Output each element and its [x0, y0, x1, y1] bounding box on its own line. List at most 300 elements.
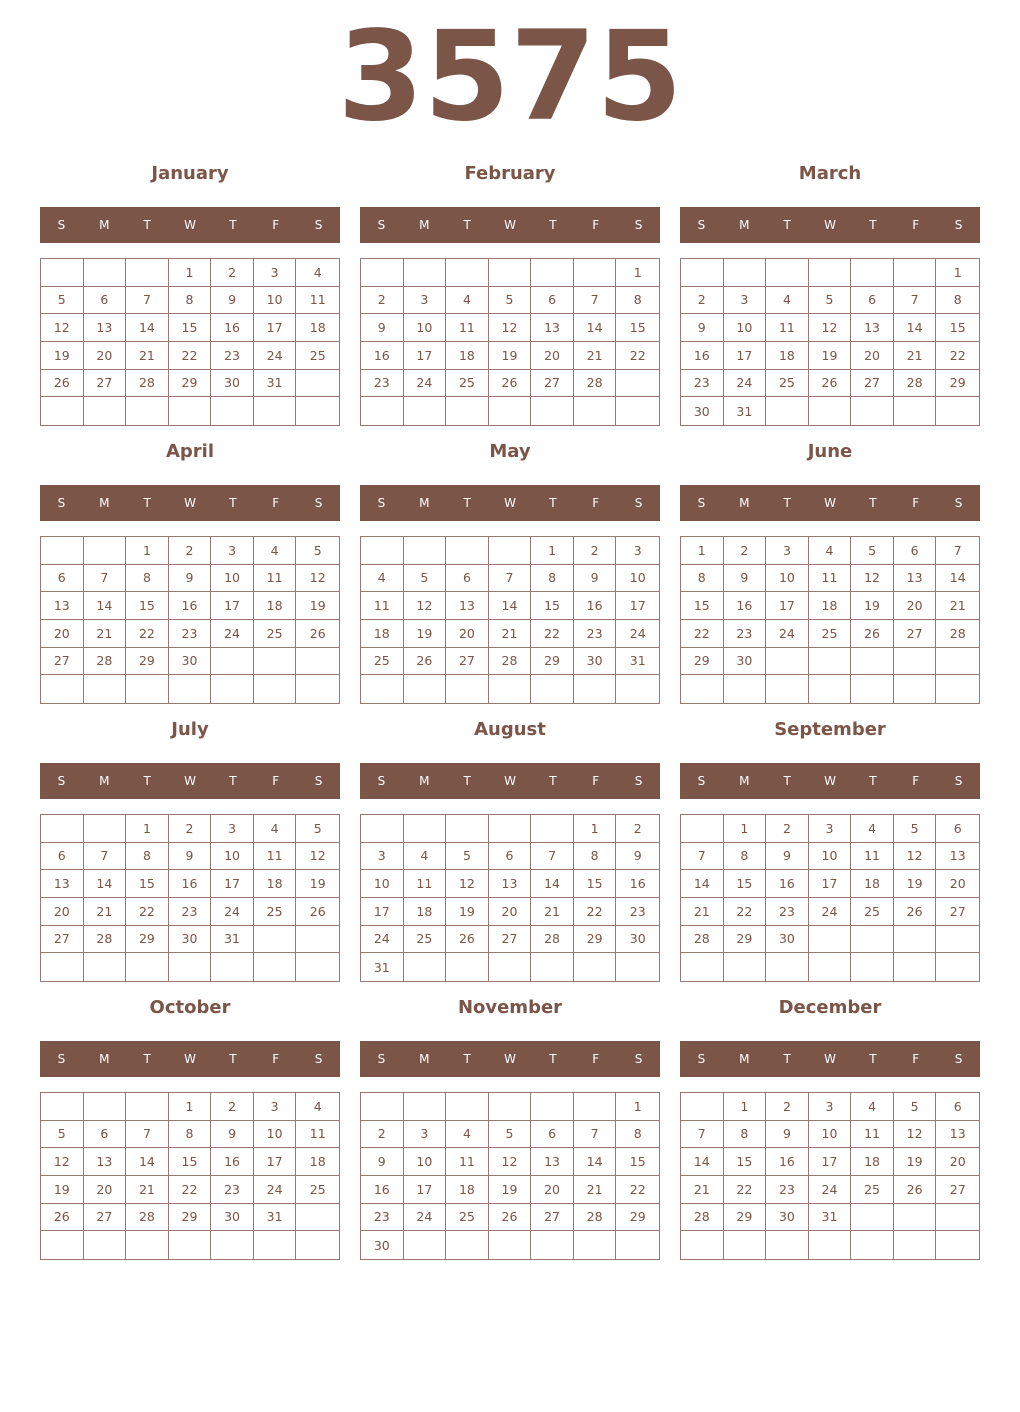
day-cell: 7 — [936, 537, 979, 565]
empty-cell — [894, 397, 937, 425]
day-cell: 10 — [809, 843, 852, 871]
day-cell: 10 — [724, 314, 767, 342]
month-name: April — [165, 441, 215, 462]
day-cell: 23 — [681, 370, 724, 398]
empty-cell — [84, 397, 127, 425]
day-cell: 27 — [489, 926, 532, 954]
empty-cell — [574, 675, 617, 703]
day-cell: 11 — [361, 592, 404, 620]
empty-cell — [126, 953, 169, 981]
day-cell: 3 — [404, 287, 447, 315]
day-cell: 15 — [169, 1148, 212, 1176]
day-cell: 9 — [574, 565, 617, 593]
day-cell: 12 — [489, 1148, 532, 1176]
day-cell: 20 — [531, 1176, 574, 1204]
day-cell: 29 — [126, 926, 169, 954]
day-cell: 20 — [851, 342, 894, 370]
day-cell: 5 — [404, 565, 447, 593]
day-cell: 16 — [211, 1148, 254, 1176]
day-cell: 7 — [574, 1121, 617, 1149]
empty-cell — [41, 1093, 84, 1121]
day-cell: 26 — [296, 620, 339, 648]
empty-cell — [254, 648, 297, 676]
day-cell: 25 — [809, 620, 852, 648]
day-cell: 9 — [211, 287, 254, 315]
day-cell: 30 — [766, 1204, 809, 1232]
empty-cell — [126, 1093, 169, 1121]
empty-cell — [404, 675, 447, 703]
weekday-label: S — [377, 774, 386, 788]
day-cell: 12 — [851, 565, 894, 593]
empty-cell — [616, 1231, 659, 1259]
empty-cell — [766, 675, 809, 703]
empty-cell — [296, 953, 339, 981]
weekday-header — [680, 485, 980, 521]
day-cell: 6 — [531, 287, 574, 315]
empty-cell — [446, 1231, 489, 1259]
empty-cell — [574, 259, 617, 287]
empty-cell — [41, 259, 84, 287]
empty-cell — [724, 953, 767, 981]
day-cell: 3 — [809, 1093, 852, 1121]
day-cell: 14 — [894, 314, 937, 342]
day-cell: 18 — [254, 870, 297, 898]
day-cell: 13 — [446, 592, 489, 620]
day-cell: 3 — [361, 843, 404, 871]
day-cell: 5 — [41, 287, 84, 315]
empty-cell — [84, 953, 127, 981]
weekday-header — [360, 763, 660, 799]
day-cell: 25 — [446, 1204, 489, 1232]
empty-cell — [361, 1093, 404, 1121]
weekday-label: W — [824, 774, 836, 788]
day-cell: 29 — [681, 648, 724, 676]
weekday-label: T — [549, 218, 557, 232]
weekday-header — [40, 207, 340, 243]
day-cell: 5 — [296, 815, 339, 843]
empty-cell — [724, 675, 767, 703]
day-cell: 23 — [211, 1176, 254, 1204]
day-cell: 31 — [211, 926, 254, 954]
empty-cell — [41, 953, 84, 981]
day-cell: 25 — [254, 620, 297, 648]
day-cell: 20 — [84, 342, 127, 370]
day-cell: 11 — [296, 1121, 339, 1149]
weekday-label: S — [314, 496, 323, 510]
day-cell: 28 — [936, 620, 979, 648]
day-cell: 3 — [724, 287, 767, 315]
day-cell: 1 — [936, 259, 979, 287]
day-cell: 24 — [724, 370, 767, 398]
day-cell: 8 — [724, 1121, 767, 1149]
day-cell: 12 — [296, 565, 339, 593]
day-cell: 10 — [616, 565, 659, 593]
day-cell: 26 — [809, 370, 852, 398]
empty-cell — [446, 397, 489, 425]
day-cell: 30 — [169, 926, 212, 954]
weekday-label: T — [869, 496, 877, 510]
day-cell: 22 — [724, 898, 767, 926]
day-cell: 27 — [41, 648, 84, 676]
day-cell: 2 — [169, 815, 212, 843]
empty-cell — [254, 1231, 297, 1259]
weekday-label: M — [419, 774, 430, 788]
empty-cell — [574, 397, 617, 425]
day-cell: 25 — [766, 370, 809, 398]
day-cell: 2 — [361, 287, 404, 315]
empty-cell — [361, 397, 404, 425]
weekday-label: W — [184, 774, 196, 788]
day-cell: 26 — [41, 1204, 84, 1232]
day-cell: 28 — [84, 926, 127, 954]
empty-cell — [254, 397, 297, 425]
day-cell: 15 — [616, 1148, 659, 1176]
day-cell: 10 — [404, 1148, 447, 1176]
day-cell: 5 — [489, 287, 532, 315]
day-cell: 1 — [616, 259, 659, 287]
weekday-label: T — [143, 774, 151, 788]
day-cell: 7 — [681, 843, 724, 871]
day-cell: 23 — [574, 620, 617, 648]
empty-cell — [404, 1231, 447, 1259]
day-cell: 26 — [296, 898, 339, 926]
weekday-label: T — [783, 218, 791, 232]
day-cell: 9 — [169, 565, 212, 593]
day-cell: 16 — [616, 870, 659, 898]
day-cell: 4 — [254, 537, 297, 565]
weekday-label: T — [869, 774, 877, 788]
day-cell: 4 — [851, 1093, 894, 1121]
day-cell: 12 — [404, 592, 447, 620]
empty-cell — [404, 259, 447, 287]
day-cell: 11 — [446, 314, 489, 342]
day-cell: 2 — [766, 815, 809, 843]
day-cell: 7 — [126, 287, 169, 315]
day-cell: 22 — [126, 898, 169, 926]
day-cell: 9 — [766, 1121, 809, 1149]
empty-cell — [531, 1093, 574, 1121]
empty-cell — [211, 953, 254, 981]
weekday-label: S — [697, 1052, 706, 1066]
empty-cell — [169, 675, 212, 703]
day-cell: 17 — [724, 342, 767, 370]
day-cell: 29 — [616, 1204, 659, 1232]
day-cell: 22 — [126, 620, 169, 648]
empty-cell — [296, 1231, 339, 1259]
day-cell: 17 — [404, 1176, 447, 1204]
weekday-label: T — [549, 774, 557, 788]
day-cell: 2 — [211, 259, 254, 287]
day-cell: 20 — [894, 592, 937, 620]
weekday-label: S — [954, 1052, 963, 1066]
day-cell: 6 — [446, 565, 489, 593]
empty-cell — [41, 815, 84, 843]
day-cell: 19 — [404, 620, 447, 648]
day-cell: 1 — [531, 537, 574, 565]
day-cell: 11 — [851, 843, 894, 871]
day-cell: 6 — [41, 565, 84, 593]
day-cell: 30 — [574, 648, 617, 676]
day-cell: 23 — [169, 620, 212, 648]
month-name: June — [807, 441, 853, 462]
day-cell: 7 — [894, 287, 937, 315]
weekday-label: S — [697, 774, 706, 788]
day-cell: 13 — [894, 565, 937, 593]
day-cell: 18 — [766, 342, 809, 370]
month-name: July — [171, 719, 209, 740]
day-cell: 4 — [446, 1121, 489, 1149]
day-cell: 3 — [404, 1121, 447, 1149]
day-cell: 9 — [766, 843, 809, 871]
empty-cell — [254, 675, 297, 703]
day-cell: 22 — [169, 1176, 212, 1204]
day-cell: 6 — [936, 1093, 979, 1121]
day-cell: 17 — [616, 592, 659, 620]
day-cell: 6 — [936, 815, 979, 843]
empty-cell — [404, 953, 447, 981]
day-cell: 25 — [851, 898, 894, 926]
empty-cell — [296, 1204, 339, 1232]
empty-cell — [724, 259, 767, 287]
weekday-label: S — [57, 1052, 66, 1066]
empty-cell — [404, 537, 447, 565]
empty-cell — [361, 815, 404, 843]
day-cell: 30 — [211, 370, 254, 398]
day-cell: 5 — [446, 843, 489, 871]
day-cell: 24 — [809, 898, 852, 926]
day-cell: 6 — [894, 537, 937, 565]
day-cell: 23 — [169, 898, 212, 926]
day-cell: 1 — [169, 259, 212, 287]
day-cell: 8 — [169, 1121, 212, 1149]
weekday-label: T — [463, 774, 471, 788]
day-cell: 1 — [724, 1093, 767, 1121]
weekday-label: T — [463, 1052, 471, 1066]
day-cell: 7 — [681, 1121, 724, 1149]
day-cell: 27 — [531, 1204, 574, 1232]
day-cell: 15 — [616, 314, 659, 342]
weekday-label: F — [592, 774, 600, 788]
day-cell: 17 — [211, 870, 254, 898]
day-cell: 28 — [531, 926, 574, 954]
day-grid — [680, 536, 980, 704]
day-cell: 8 — [616, 287, 659, 315]
day-cell: 14 — [936, 565, 979, 593]
empty-cell — [404, 397, 447, 425]
day-cell: 22 — [616, 1176, 659, 1204]
weekday-label: W — [824, 218, 836, 232]
day-cell: 14 — [574, 1148, 617, 1176]
day-cell: 19 — [296, 870, 339, 898]
empty-cell — [809, 648, 852, 676]
day-cell: 3 — [809, 815, 852, 843]
empty-cell — [211, 1231, 254, 1259]
day-cell: 22 — [616, 342, 659, 370]
month-name: November — [457, 997, 563, 1018]
day-cell: 8 — [169, 287, 212, 315]
day-cell: 9 — [211, 1121, 254, 1149]
weekday-label: S — [634, 1052, 643, 1066]
day-cell: 18 — [361, 620, 404, 648]
weekday-label: M — [419, 1052, 430, 1066]
day-cell: 22 — [936, 342, 979, 370]
weekday-label: S — [954, 496, 963, 510]
month-name: August — [474, 719, 546, 740]
day-cell: 8 — [126, 565, 169, 593]
day-cell: 18 — [296, 314, 339, 342]
day-cell: 5 — [894, 815, 937, 843]
empty-cell — [766, 953, 809, 981]
empty-cell — [169, 1231, 212, 1259]
day-cell: 25 — [404, 926, 447, 954]
month-name: May — [489, 441, 531, 462]
day-cell: 27 — [936, 1176, 979, 1204]
day-cell: 4 — [254, 815, 297, 843]
day-cell: 27 — [851, 370, 894, 398]
day-grid — [680, 814, 980, 982]
weekday-label: F — [272, 496, 280, 510]
weekday-label: T — [783, 496, 791, 510]
day-cell: 20 — [41, 898, 84, 926]
weekday-label: S — [57, 774, 66, 788]
empty-cell — [84, 259, 127, 287]
day-cell: 1 — [574, 815, 617, 843]
day-cell: 4 — [296, 1093, 339, 1121]
day-cell: 31 — [254, 370, 297, 398]
day-cell: 27 — [531, 370, 574, 398]
day-grid — [360, 1092, 660, 1260]
day-cell: 1 — [616, 1093, 659, 1121]
day-cell: 17 — [809, 870, 852, 898]
weekday-header — [40, 1041, 340, 1077]
weekday-label: S — [377, 496, 386, 510]
empty-cell — [894, 675, 937, 703]
day-cell: 20 — [446, 620, 489, 648]
day-cell: 30 — [169, 648, 212, 676]
empty-cell — [851, 675, 894, 703]
weekday-label: S — [954, 218, 963, 232]
day-cell: 12 — [809, 314, 852, 342]
day-cell: 19 — [809, 342, 852, 370]
day-cell: 3 — [254, 1093, 297, 1121]
month-name: October — [149, 997, 231, 1018]
day-cell: 4 — [296, 259, 339, 287]
day-cell: 17 — [254, 314, 297, 342]
day-cell: 22 — [724, 1176, 767, 1204]
empty-cell — [936, 1231, 979, 1259]
day-cell: 15 — [169, 314, 212, 342]
day-cell: 30 — [616, 926, 659, 954]
day-cell: 4 — [809, 537, 852, 565]
weekday-label: F — [912, 218, 920, 232]
day-cell: 19 — [489, 342, 532, 370]
day-cell: 19 — [894, 1148, 937, 1176]
empty-cell — [296, 675, 339, 703]
day-cell: 19 — [489, 1176, 532, 1204]
day-cell: 16 — [766, 1148, 809, 1176]
day-cell: 8 — [126, 843, 169, 871]
empty-cell — [894, 1231, 937, 1259]
day-cell: 3 — [211, 815, 254, 843]
day-cell: 11 — [766, 314, 809, 342]
weekday-label: W — [504, 1052, 516, 1066]
weekday-label: S — [634, 218, 643, 232]
day-cell: 10 — [211, 565, 254, 593]
day-cell: 19 — [41, 342, 84, 370]
day-cell: 16 — [169, 870, 212, 898]
empty-cell — [41, 1231, 84, 1259]
empty-cell — [296, 397, 339, 425]
day-cell: 18 — [296, 1148, 339, 1176]
day-cell: 21 — [489, 620, 532, 648]
day-cell: 14 — [574, 314, 617, 342]
empty-cell — [446, 537, 489, 565]
day-cell: 14 — [126, 1148, 169, 1176]
day-cell: 17 — [404, 342, 447, 370]
weekday-label: W — [504, 774, 516, 788]
empty-cell — [169, 397, 212, 425]
day-cell: 20 — [489, 898, 532, 926]
empty-cell — [809, 675, 852, 703]
empty-cell — [84, 1093, 127, 1121]
empty-cell — [489, 815, 532, 843]
day-cell: 21 — [681, 898, 724, 926]
day-cell: 21 — [84, 898, 127, 926]
empty-cell — [489, 1231, 532, 1259]
empty-cell — [489, 675, 532, 703]
day-cell: 26 — [851, 620, 894, 648]
day-cell: 4 — [446, 287, 489, 315]
day-cell: 8 — [681, 565, 724, 593]
empty-cell — [936, 648, 979, 676]
empty-cell — [296, 370, 339, 398]
weekday-label: W — [504, 496, 516, 510]
day-cell: 12 — [41, 1148, 84, 1176]
day-cell: 8 — [531, 565, 574, 593]
day-cell: 10 — [361, 870, 404, 898]
day-cell: 30 — [766, 926, 809, 954]
day-cell: 11 — [296, 287, 339, 315]
day-cell: 19 — [851, 592, 894, 620]
day-cell: 27 — [84, 1204, 127, 1232]
day-cell: 5 — [296, 537, 339, 565]
day-cell: 16 — [574, 592, 617, 620]
weekday-label: W — [824, 1052, 836, 1066]
weekday-label: S — [697, 218, 706, 232]
day-cell: 11 — [404, 870, 447, 898]
day-cell: 13 — [489, 870, 532, 898]
empty-cell — [489, 397, 532, 425]
day-cell: 13 — [936, 1121, 979, 1149]
empty-cell — [851, 1231, 894, 1259]
day-cell: 21 — [126, 1176, 169, 1204]
day-cell: 15 — [724, 1148, 767, 1176]
day-cell: 25 — [254, 898, 297, 926]
day-cell: 10 — [254, 1121, 297, 1149]
day-cell: 14 — [681, 870, 724, 898]
month-name: February — [464, 163, 556, 184]
year-title: 3575 — [337, 5, 683, 149]
day-cell: 30 — [681, 397, 724, 425]
day-cell: 13 — [84, 314, 127, 342]
day-cell: 30 — [724, 648, 767, 676]
day-grid — [360, 814, 660, 982]
weekday-header — [360, 485, 660, 521]
day-cell: 16 — [169, 592, 212, 620]
empty-cell — [126, 675, 169, 703]
day-grid — [680, 258, 980, 426]
empty-cell — [616, 397, 659, 425]
